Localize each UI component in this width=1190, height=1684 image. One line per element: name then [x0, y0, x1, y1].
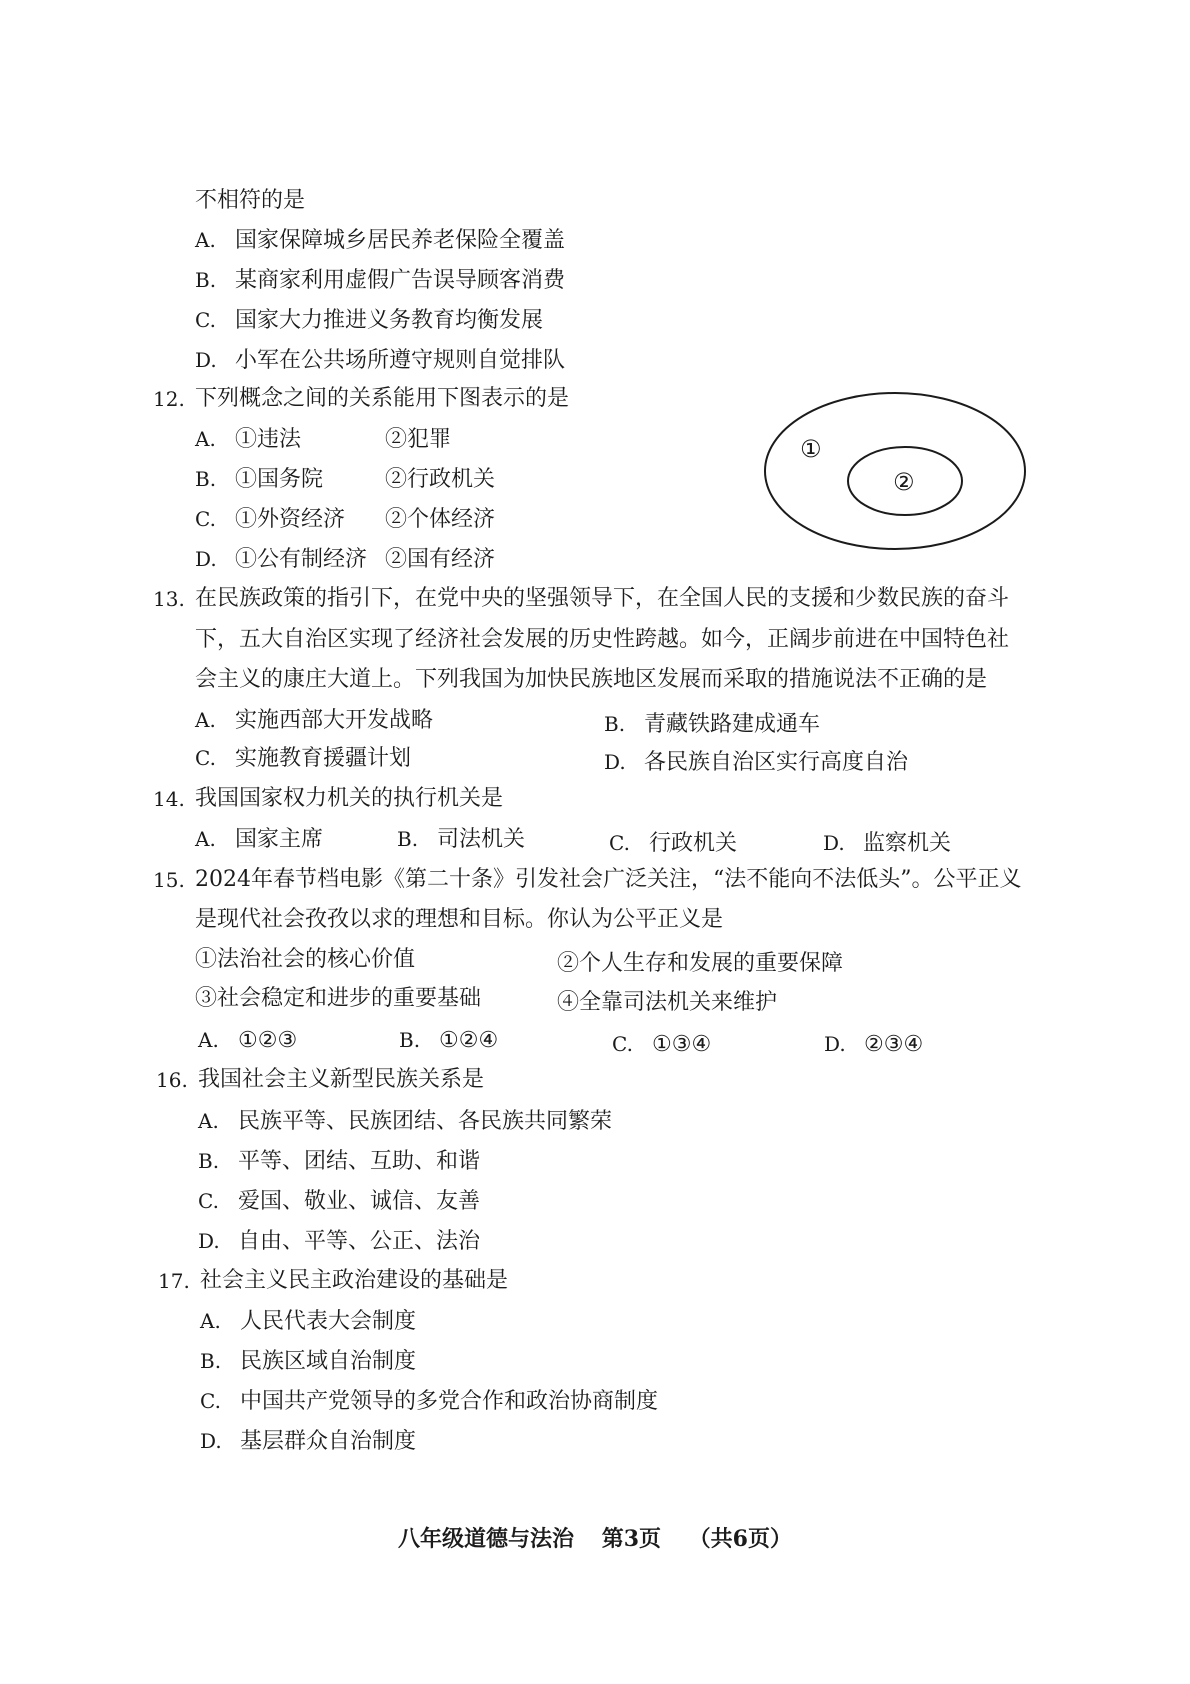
q17-option-a: A. 人民代表大会制度	[200, 1309, 417, 1334]
q15-statement-1: ①法治社会的核心价值	[195, 947, 416, 972]
q14-option-a: A. 国家主席	[195, 827, 324, 852]
q14-number: 14.	[153, 787, 185, 811]
q17-stem: 社会主义民主政治建设的基础是	[200, 1268, 509, 1293]
q14-option-c: C. 行政机关	[609, 831, 738, 856]
q11-stem-tail: 不相符的是	[195, 188, 306, 213]
q12-number: 12.	[153, 387, 185, 411]
q12-option-d: D. ①公有制经济 ②国有经济	[195, 547, 496, 572]
q16-stem: 我国社会主义新型民族关系是	[198, 1067, 485, 1092]
q11-option-c: C. 国家大力推进义务教育均衡发展	[195, 308, 544, 333]
q16-number: 16.	[156, 1068, 188, 1092]
q15-option-c: C. ①③④	[612, 1032, 712, 1057]
q15-stem-line-1: 2024年春节档电影《第二十条》引发社会广泛关注，“法不能向不法低头”。公平正义	[195, 867, 1022, 892]
q11-option-b: B. 某商家利用虚假广告误导顾客消费	[195, 268, 566, 293]
footer-page-number: 第3页	[601, 1526, 661, 1552]
footer-total-pages: （共6页）	[688, 1526, 792, 1552]
q17-number: 17.	[158, 1269, 190, 1293]
q15-statement-4: ④全靠司法机关来维护	[557, 990, 778, 1015]
q13-option-d: D. 各民族自治区实行高度自治	[604, 750, 909, 775]
concept-nesting-diagram	[760, 385, 1040, 555]
q15-option-b: B. ①②④	[399, 1028, 499, 1053]
q14-option-d: D. 监察机关	[823, 831, 952, 856]
footer-subject: 八年级道德与法治	[398, 1526, 575, 1552]
q15-option-d: D. ②③④	[824, 1032, 924, 1057]
q14-option-b: B. 司法机关	[397, 827, 526, 852]
q17-option-d: D. 基层群众自治制度	[200, 1429, 417, 1454]
q13-stem-line-1: 在民族政策的指引下，在党中央的坚强领导下，在全国人民的支援和少数民族的奋斗	[195, 586, 1010, 611]
q16-option-c: C. 爱国、敬业、诚信、友善	[198, 1189, 481, 1214]
q12-stem: 下列概念之间的关系能用下图表示的是	[195, 386, 570, 411]
q15-statement-2: ②个人生存和发展的重要保障	[557, 951, 844, 976]
inner-label: ②	[893, 468, 915, 496]
q14-stem: 我国国家权力机关的执行机关是	[195, 786, 504, 811]
q17-option-b: B. 民族区域自治制度	[200, 1349, 417, 1374]
q13-number: 13.	[153, 587, 185, 611]
q13-option-b: B. 青藏铁路建成通车	[604, 712, 821, 737]
outer-label: ①	[800, 435, 822, 463]
q16-option-a: A. 民族平等、民族团结、各民族共同繁荣	[198, 1109, 613, 1134]
q11-option-d: D. 小军在公共场所遵守规则自觉排队	[195, 348, 566, 373]
q13-stem-line-3: 会主义的康庄大道上。下列我国为加快民族地区发展而采取的措施说法不正确的是	[195, 667, 988, 692]
q12-option-b: B. ①国务院 ②行政机关	[195, 467, 496, 492]
q13-option-a: A. 实施西部大开发战略	[195, 708, 434, 733]
q13-stem-line-2: 下，五大自治区实现了经济社会发展的历史性跨越。如今，正阔步前进在中国特色社	[195, 627, 1010, 652]
q13-option-c: C. 实施教育援疆计划	[195, 746, 412, 771]
q15-stem-line-2: 是现代社会孜孜以求的理想和目标。你认为公平正义是	[195, 907, 724, 932]
q11-option-a: A. 国家保障城乡居民养老保险全覆盖	[195, 228, 566, 253]
q12-option-c: C. ①外资经济 ②个体经济	[195, 507, 496, 532]
q17-option-c: C. 中国共产党领导的多党合作和政治协商制度	[200, 1389, 659, 1414]
q16-option-d: D. 自由、平等、公正、法治	[198, 1229, 481, 1254]
q15-option-a: A. ①②③	[198, 1028, 298, 1053]
q15-statement-3: ③社会稳定和进步的重要基础	[195, 986, 482, 1011]
q15-number: 15.	[153, 868, 185, 892]
page-footer	[0, 1522, 1190, 1553]
q16-option-b: B. 平等、团结、互助、和谐	[198, 1149, 481, 1174]
q12-option-a: A. ①违法 ②犯罪	[195, 427, 452, 452]
